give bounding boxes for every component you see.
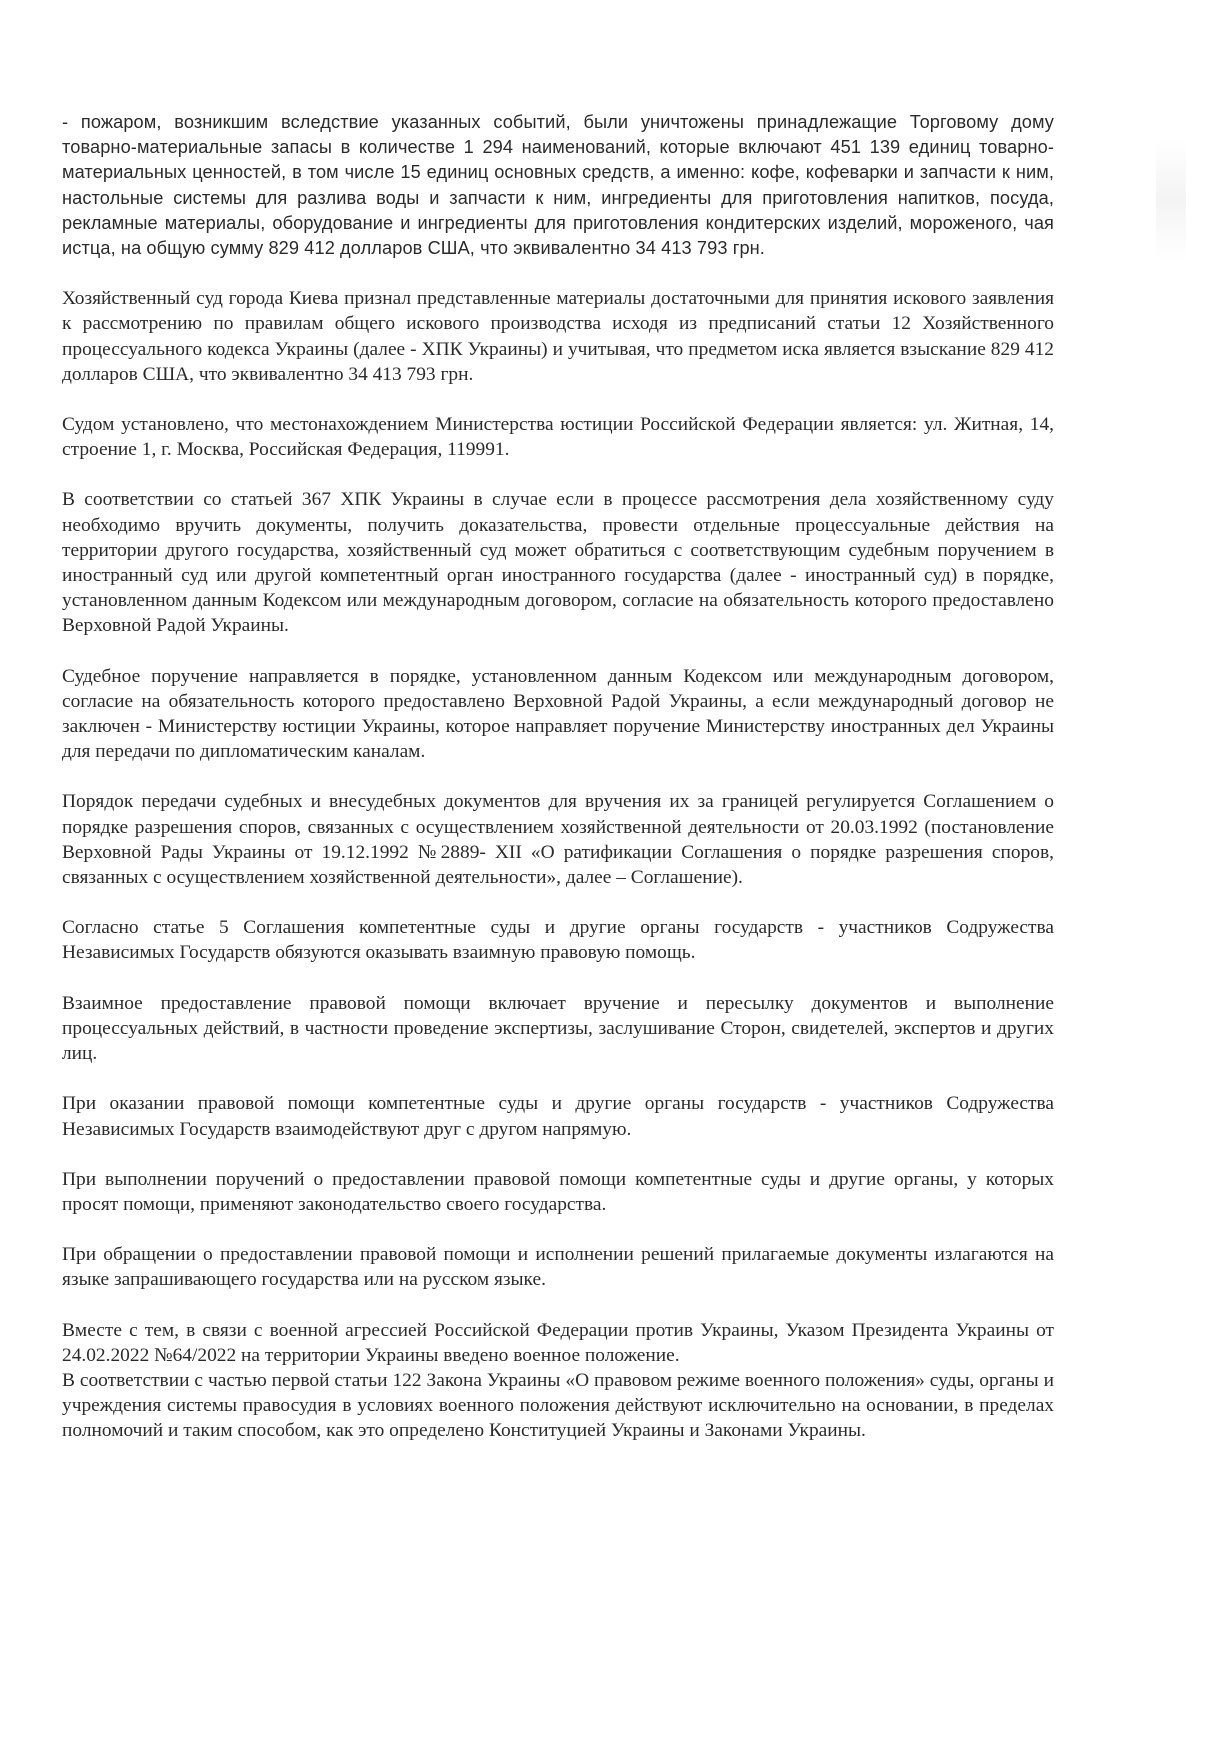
paragraph-direct-interaction: При оказании правовой помощи компетентные суды и другие органы государств - участников Содружества Независимых Государств взаимодействуют друг с другом напрямую. — [62, 1093, 1054, 1140]
paragraph-document-language: При обращении о предоставлении правовой помощи и исполнении решений прилагаемые документы излагаются на языке запрашивающего государства или на русском языке. — [62, 1244, 1054, 1291]
paragraph-destroyed-inventory: - пожаром, возникшим вследствие указанных событий, были уничтожены принадлежащие Торговому дому товарно-материальные запасы в количестве 1 294 наименований, которые включают 451 139 единиц товарно-материальных ценностей, в том числе 15 единиц основных средств, а именно: кофе, кофеварки и запчасти к ним, настольные системы для разлива воды и запчасти к ним, ингредиенты для приготовления напитков, посуда, рекламные материалы, оборудование и ингредиенты для приготовления кондитерских изделий, мороженого, чая истца, на общую сумму 829 412 долларов США, что эквивалентно 34 413 793 грн. — [62, 112, 1054, 259]
paragraph-applicable-law: При выполнении поручений о предоставлении правовой помощи компетентные суды и другие органы, у которых просят помощи, применяют законодательство своего государства. — [62, 1168, 1054, 1215]
paragraph-ministry-location: Судом установлено, что местонахождением Министерства юстиции Российской Федерации является: ул. Житная, 14, строение 1, г. Москва, Российская Федерация, 119991. — [62, 414, 1054, 461]
paragraph-article-5: Согласно статье 5 Соглашения компетентные суды и другие органы государств - участников Содружества Независимых Государств обязуются оказывать взаимную правовую помощь. — [62, 917, 1054, 964]
scan-artifact — [1156, 140, 1186, 260]
paragraph-mutual-assistance: Взаимное предоставление правовой помощи включает вручение и пересылку документов и выполнение процессуальных действий, в частности проведение экспертизы, заслушивание Сторон, свидетелей, экспертов и других лиц. — [62, 992, 1054, 1065]
paragraph-agreement-1992: Порядок передачи судебных и внесудебных документов для вручения их за границей регулируется Соглашением о порядке разрешения споров, связанных с осуществлением хозяйственной деятельности от 20.03.1992 (постановление Верховной Рады Украины от 19.12.1992 №2889- XII «О ратификации Соглашения о порядке разрешения споров, связанных с осуществлением хозяйственной деятельности», далее – Соглашение). — [62, 791, 1054, 889]
paragraph-court-acceptance: Хозяйственный суд города Киева признал представленные материалы достаточными для принятия искового заявления к рассмотрению по правилам общего искового производства исходя из предписаний статьи 12 Хозяйственного процессуального кодекса Украины (далее - ХПК Украины) и учитывая, что предметом иска является взыскание 829 412 долларов США, что эквивалентно 34 413 793 грн. — [62, 288, 1054, 385]
paragraph-court-order-procedure: Судебное поручение направляется в порядке, установленном данным Кодексом или международным договором, согласие на обязательность которого предоставлено Верховной Радой Украины, а если международный договор не заключен - Министерству юстиции Украины, которое направляет поручение Министерству иностранных дел Украины для передачи по дипломатическим каналам. — [62, 665, 1054, 763]
document-page — [62, 110, 1054, 1469]
paragraph-article-367: В соответствии со статьей 367 ХПК Украины в случае если в процессе рассмотрения дела хозяйственному суду необходимо вручить документы, получить доказательства, провести отдельные процессуальные действия на территории другого государства, хозяйственный суд может обратиться с соответствующим судебным поручением в иностранный суд или другой компетентный орган иностранного государства (далее - иностранный суд) в порядке, установленном данным Кодексом или международным договором, согласие на обязательность которого предоставлено Верховной Радой Украины. — [62, 489, 1054, 637]
paragraph-article-122: В соответствии с частью первой статьи 122 Закона Украины «О правовом режиме военного положения» суды, органы и учреждения системы правосудия в условиях военного положения действуют исключительно на основании, в пределах полномочий и таким способом, как это определено Конституцией Украины и Законами Украины. — [62, 1369, 1054, 1442]
paragraph-martial-law: Вместе с тем, в связи с военной агрессией Российской Федерации против Украины, Указом Президента Украины от 24.02.2022 №64/2022 на территории Украины введено военное положение. — [62, 1319, 1054, 1366]
